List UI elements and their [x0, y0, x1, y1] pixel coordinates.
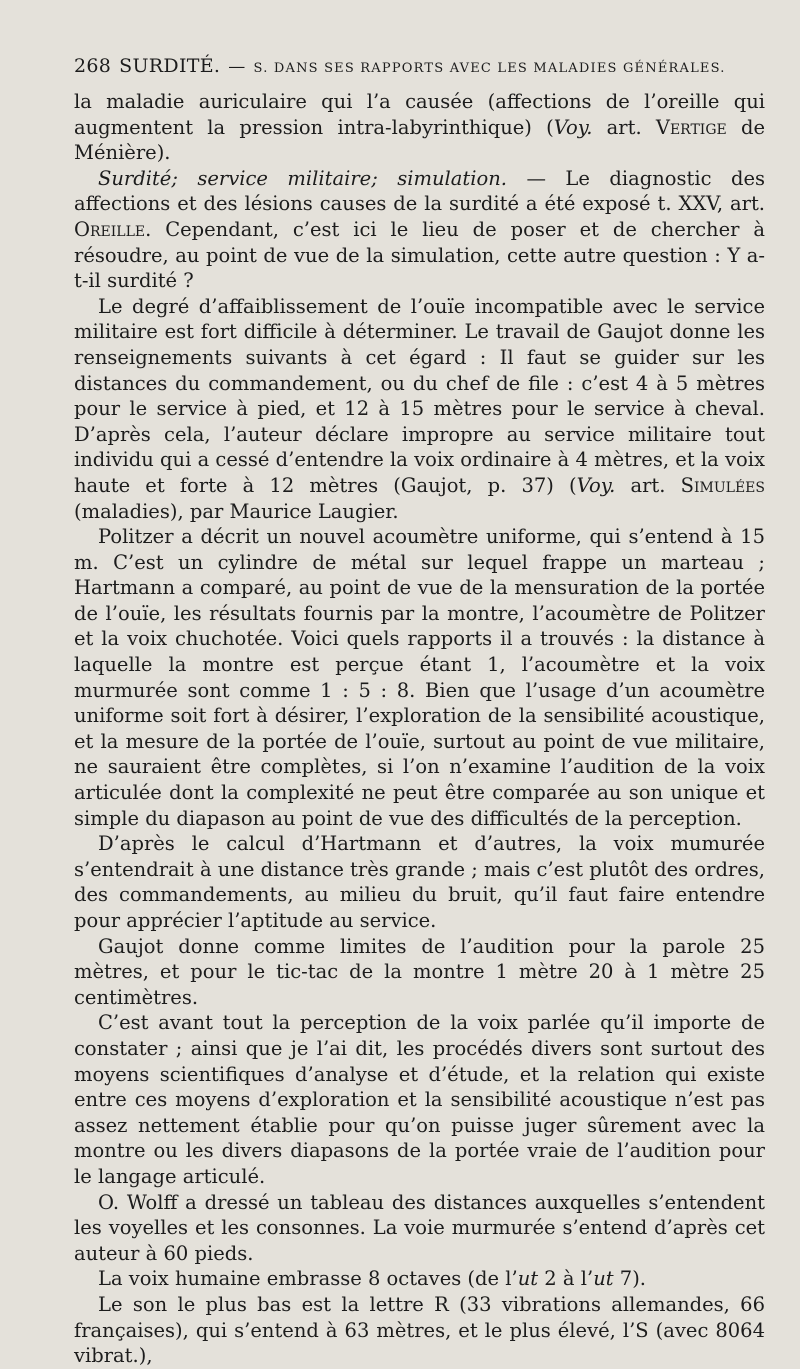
paragraph: la maladie auriculaire qui l’a causée (affections de l’oreille qui augmentent la pression intra-labyrinthique) (Voy. art. Vertige de Ménière).: [74, 90, 765, 165]
paragraph: Le degré d’affaiblissement de l’ouïe incompatible avec le service militaire est fort difficile à déterminer. Le travail de Gaujot donne les renseignements suivants à cet égard : Il faut se guider sur les distances du commandement, ou du chef de file : c’est 4 à 5 mètres pour le service à pied, et 12 à 15 mètres pour le service à cheval. D’après cela, l’auteur déclare impropre au service militaire tout individu qui a cessé d’entendre la voix ordinaire à 4 mètres, et la voix haute et forte à 12 mètres (Gaujot, p. 37) (Voy. art. Simulées (maladies), par Maurice Laugier.: [74, 294, 765, 523]
paragraph: Gaujot donne comme limites de l’audition pour la parole 25 mètres, et pour le tic-tac de la montre 1 mètre 20 à 1 mètre 25 centimètres.: [74, 934, 765, 1009]
page-body: [74, 89, 765, 1369]
paragraph: Surdité; service militaire; simulation. — Le diagnostic des affections et des lésions causes de la surdité a été exposé t. XXV, art. Oreille. Cependant, c’est ici le lieu de poser et de chercher à résoudre, au point de vue de la simulation, cette autre question : Y a-t-il surdité ?: [74, 166, 765, 293]
paragraph: Le son le plus bas est la lettre R (33 vibrations allemandes, 66 françaises), qui s’entend à 63 mètres, et le plus élevé, l’S (avec 8064 vibrat.),: [74, 1292, 765, 1368]
header-short-title: SURDITÉ.: [119, 55, 221, 77]
paragraph: C’est avant tout la perception de la voix parlée qu’il importe de constater ; ainsi que je l’ai dit, les procédés divers sont surtout des moyens scientifiques d’analyse et d’étude, et la relation qui existe entre ces moyens d’exploration et la sensibilité acoustique n’est pas assez nettement établie pour qu’on puisse juger sûrement avec la montre ou les divers diapasons de la portée vraie de l’audition pour le langage articulé.: [74, 1011, 765, 1188]
page-number: 268: [74, 55, 112, 77]
running-header: [74, 55, 765, 77]
paragraph: D’après le calcul d’Hartmann et d’autres, la voix mumurée s’entendrait à une distance très grande ; mais c’est plutôt des ordres, des commandements, au milieu du bruit, qu’il faut faire entendre pour apprécier l’aptitude au service.: [74, 832, 765, 932]
header-dash: —: [228, 57, 246, 77]
header-running-title: S. DANS SES RAPPORTS AVEC LES MALADIES GÉNÉRALES.: [253, 61, 726, 76]
paragraph: La voix humaine embrasse 8 octaves (de l’ut 2 à l’ut 7).: [98, 1267, 647, 1291]
paragraph: Politzer a décrit un nouvel acoumètre uniforme, qui s’entend à 15 m. C’est un cylindre de métal sur lequel frappe un marteau ; Hartmann a comparé, au point de vue de la mensuration de la portée de l’ouïe, les résultats fournis par la montre, l’acoumètre de Politzer et la voix chuchotée. Voici quels rapports il a trouvés : la distance à laquelle la montre est perçue étant 1, l’acoumètre et la voix murmurée sont comme 1 : 5 : 8. Bien que l’usage d’un acoumètre uniforme soit fort à désirer, l’exploration de la sensibilité acoustique, et la mesure de la portée de l’ouïe, surtout au point de vue militaire, ne sauraient être complètes, si l’on n’examine l’audition de la voix articulée dont la complexité ne peut être comparée au son unique et simple du diapason au point de vue des difficultés de la perception.: [74, 525, 765, 830]
paragraph: O. Wolff a dressé un tableau des distances auxquelles s’entendent les voyelles et les consonnes. La voie murmurée s’entend d’après cet auteur à 60 pieds.: [74, 1190, 765, 1265]
